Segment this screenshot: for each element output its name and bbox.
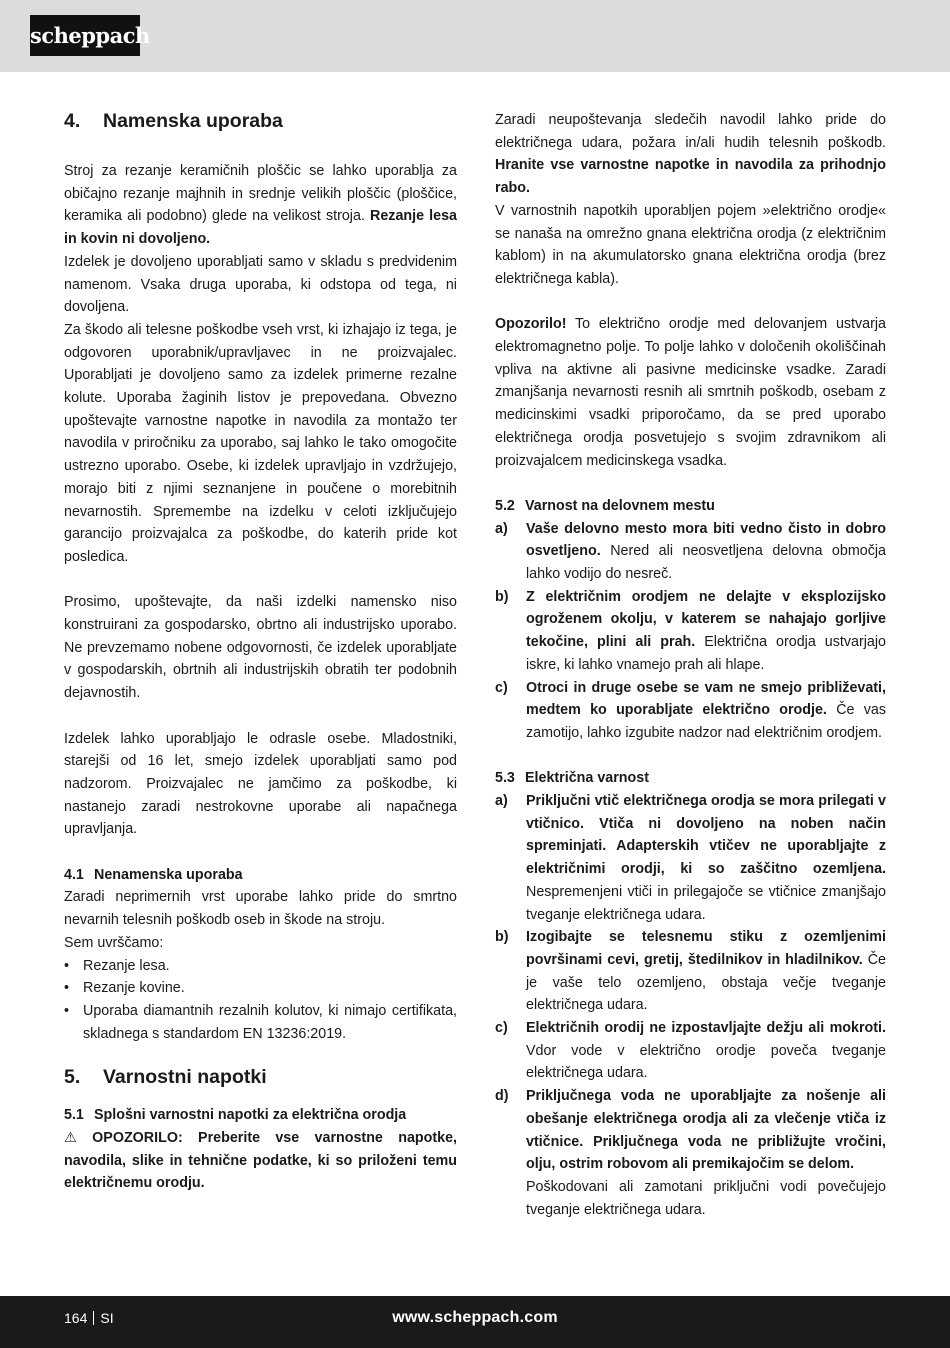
paragraph-noncompliance: Zaradi neupoštevanja sledečih navodil lahko pride do električnega udara, požara in/ali hudih telesnih poškodb. Hranite vse varnostne napotke in navodila za prihodnjo rabo. bbox=[495, 112, 886, 197]
list-item: c) Električnih orodij ne izpostavljajte dežju ali mokroti. Vdor vode v električno orodje poveča tveganje električnega udara. bbox=[495, 1020, 886, 1082]
heading-section-5-3: 5.3 Električna varnost bbox=[495, 770, 649, 787]
paragraph-commercial-use: Prosimo, upoštevajte, da naši izdelki namensko niso konstruirani za gospodarsko, obrtno ali industrijsko uporabo. Ne prevzemamo nobene odgovornosti, če izdelek uporabljate v gospodarskih, obrtnih ali industrijskih obratih ter podobnih dejavnostih. bbox=[64, 594, 457, 702]
heading-title: Namenska uporaba bbox=[103, 110, 283, 132]
list-item: b) Z električnim orodjem ne delajte v eksplozijsko ogroženem okolju, v katerem se nahajajo gorljive tekočine, plini ali prah. Električna orodja ustvarjajo iskre, ki lahko vnamejo prah ali hlape. bbox=[495, 588, 886, 673]
scheppach-logo: scheppach bbox=[30, 15, 140, 56]
misuse-list bbox=[64, 955, 457, 1046]
heading-section-4 bbox=[64, 109, 457, 133]
paragraph-liability: Za škodo ali telesne poškodbe vseh vrst, ki izhajajo iz tega, je odgovoren uporabnik/upravljavec in ne proizvajalec. Uporabljati je dovoljeno samo za izdelek primerne rezalne kolute. Uporaba žaginih listov je prepovedana. Obvezno upoštevajte varnostne napotke in navodila za montažo ter navodila v priročniku za uporabo, saj lahko le tako omogočite ustrezno uporabo. Osebe, ki izdelek upravljajo in vzdržujejo, morajo biti z njimi seznanjene in poučene o morebitnih nevarnostih. Spremembe na izdelku v celoti izključujejo garancijo proizvajalca za poškodbe, do katerih pride kot posledica. bbox=[64, 321, 457, 565]
list-item: c) Otroci in druge osebe se vam ne smejo približevati, medtem ko uporabljate električno orodje. Če vas zamotijo, lahko izgubite nadzor nad električnim orodjem. bbox=[495, 679, 886, 741]
page-number: 164 SI bbox=[64, 1310, 114, 1326]
list-item: • Rezanje lesa. bbox=[64, 957, 170, 974]
paragraph-intended-use: Stroj za rezanje keramičnih ploščic se lahko uporablja za običajno rezanje majhnih in srednje velikih ploščic (ploščice, keramika ali podobno) glede na velikost stroja. Rezanje lesa in kovin ni dovoljeno. bbox=[64, 163, 457, 248]
paragraph-use-purpose: Izdelek je dovoljeno uporabljati samo v skladu s predvidenim namenom. Vsaka druga uporaba, ki odstopa od tega, ni dovoljena. bbox=[64, 253, 457, 316]
right-column bbox=[495, 109, 886, 1221]
warning-read-instructions: ⚠ OPOZORILO: Preberite vse varnostne napotke, navodila, slike in tehnične podatke, ki so priloženi temu električnemu orodju. bbox=[64, 1127, 457, 1195]
list-item: • Rezanje kovine. bbox=[64, 980, 185, 997]
list-item: b) Izogibajte se telesnemu stiku z ozemljenimi površinami cevi, gretij, štedilnikov in hladilnikov. Če je vaše telo ozemljeno, obstaja večje tveganje električnega udara. bbox=[495, 929, 886, 1014]
heading-section-5-1: 5.1 Splošni varnostni napotki za električna orodja bbox=[64, 1107, 407, 1124]
paragraph-includes: Sem uvrščamo: bbox=[64, 934, 164, 951]
paragraph-definition: V varnostnih napotkih uporabljen pojem »električno orodje« se nanaša na omrežno gnana električna orodja (z električnim kablom) in na akumulatorsko gnana električna orodja (brez električnega kabla). bbox=[495, 202, 886, 287]
paragraph-misuse: Zaradi neprimernih vrst uporabe lahko pride do smrtno nevarnih telesnih poškodb oseb in škode na stroju. bbox=[64, 889, 457, 929]
bold-statement: Rezanje lesa in kovin ni dovoljeno. bbox=[64, 208, 457, 248]
heading-section-5-2: 5.2 Varnost na delovnem mestu bbox=[495, 497, 715, 514]
heading-section-4-1: 4.1 Nenamenska uporaba bbox=[64, 866, 243, 883]
page-footer bbox=[0, 1296, 950, 1348]
list-item: a) Vaše delovno mesto mora biti vedno čisto in dobro osvetljeno. Nered ali neosvetljena delovna območja lahko vodijo do nesreč. bbox=[495, 520, 886, 583]
list-item: • Uporaba diamantnih rezalnih kolutov, ki nimajo certifikata, skladnega s standardom EN 13236:2019. bbox=[64, 1002, 457, 1042]
paragraph-electromagnetic-warning: Opozorilo! To električno orodje med delovanjem ustvarja elektromagnetno polje. To polje lahko v določenih okoliščinah vpliva na aktivne ali pasivne medicinske vsadke. Zaradi zmanjšanja nevarnosti resnih ali smrtnih poškodb, osebam z medicinskimi vsadki priporočamo, da se pred uporabo električnega orodja posvetujejo s svojim zdravnikom ali proizvajalcem medicinskega vsadka. bbox=[495, 316, 886, 469]
list-item: a) Priključni vtič električnega orodja se mora prilegati v vtičnico. Vtiča ni dovoljeno na noben način spreminjati. Adapterskih vtičev ne uporabljajte z električnimi orodji, ki so zaščitno ozemljena. Nespremenjeni vtiči in prilegajoče se vtičnice zmanjšajo tveganje električnega udara. bbox=[495, 793, 886, 923]
list-item: d) Priključnega voda ne uporabljajte za nošenje ali obešanje električnega orodja ali za vlečenje vtiča iz vtičnice. Priključnega voda ne približujte vročini, olju, ostrim robovom ali premikajočim se delom. Poškodovani ali zamotani priključni vodi povečujejo tveganje električnega udara. bbox=[495, 1088, 886, 1218]
paragraph-age-restriction: Izdelek lahko uporabljajo le odrasle osebe. Mladostniki, starejši od 16 let, smejo izdelek uporabljati samo pod nadzorom. Proizvajalec ne jamčimo za poškodbe, ki nastanejo zaradi nestrokovne uporabe ali napačnega upravljanja. bbox=[64, 730, 457, 838]
left-column bbox=[64, 109, 457, 1195]
page-header bbox=[0, 0, 950, 72]
website-url[interactable]: www.scheppach.com bbox=[392, 1309, 558, 1326]
warning-triangle-icon: ⚠ bbox=[64, 1130, 77, 1147]
heading-number: 4. bbox=[64, 110, 81, 132]
heading-section-5: 5. Varnostni napotki bbox=[64, 1066, 267, 1089]
